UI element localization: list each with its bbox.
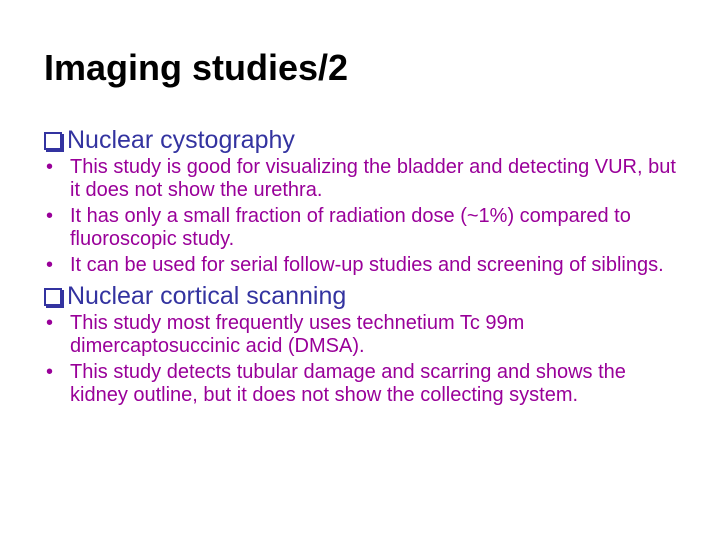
slide-content	[44, 124, 684, 410]
bullet-dot-icon: •	[46, 156, 54, 178]
bullet-item	[44, 361, 684, 407]
bullet-list	[44, 156, 684, 277]
bullet-dot-icon: •	[46, 361, 54, 383]
bullet-item	[44, 312, 684, 358]
bullet-text: This study detects tubular damage and scarring and shows the kidney outline, but it does not show the collecting system.	[70, 361, 626, 406]
bullet-text: This study is good for visualizing the bladder and detecting VUR, but it does not show the urethra.	[70, 156, 676, 201]
bullet-text: It can be used for serial follow-up studies and screening of siblings.	[70, 254, 664, 276]
bullet-item	[44, 254, 684, 277]
section-heading	[44, 124, 684, 156]
section-heading-text: Nuclear cystography	[67, 126, 295, 154]
bullet-list	[44, 312, 684, 407]
section-heading-text: Nuclear cortical scanning	[67, 282, 347, 310]
section-nuclear-cystography	[44, 124, 684, 277]
section-nuclear-cortical-scanning	[44, 280, 684, 407]
slide-title: Imaging studies/2	[44, 47, 349, 88]
bullet-dot-icon: •	[46, 205, 54, 227]
checkbox-icon	[44, 288, 62, 306]
bullet-dot-icon: •	[46, 254, 54, 276]
checkbox-icon	[44, 132, 62, 150]
bullet-text: This study most frequently uses technetium Tc 99m dimercaptosuccinic acid (DMSA).	[70, 312, 525, 357]
bullet-item	[44, 205, 684, 251]
bullet-text: It has only a small fraction of radiation dose (~1%) compared to fluoroscopic study.	[70, 205, 631, 250]
bullet-dot-icon: •	[46, 312, 54, 334]
bullet-item	[44, 156, 684, 202]
section-heading	[44, 280, 684, 312]
